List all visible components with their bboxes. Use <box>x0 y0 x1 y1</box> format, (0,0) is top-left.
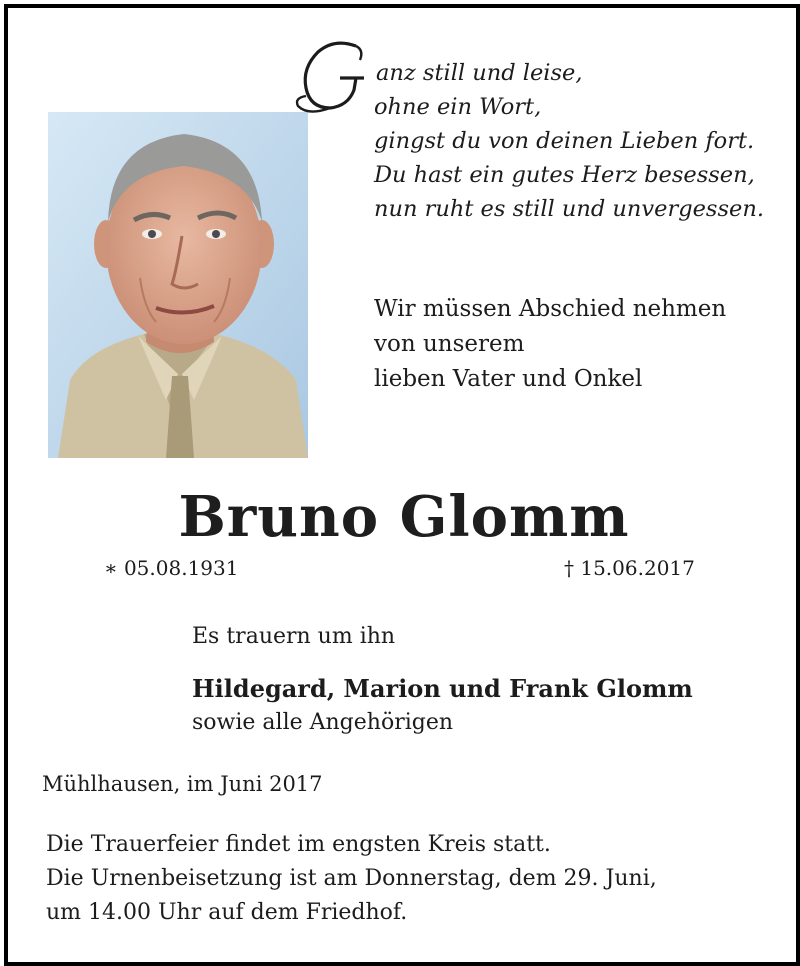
intro-line-3: lieben Vater und Onkel <box>374 366 643 392</box>
birth-date: ∗ 05.08.1931 <box>104 556 239 580</box>
place-date: Mühlhausen, im Juni 2017 <box>42 772 323 796</box>
farewell-intro <box>374 292 784 397</box>
intro-line-2: von unserem <box>374 331 525 357</box>
notice-line-1: Die Trauerfeier findet im engsten Kreis statt. <box>46 832 551 857</box>
poem-line-2: ohne ein Wort, <box>374 94 542 120</box>
notice-line-2: Die Urnenbeisetzung ist am Donnerstag, dem 29. Juni, <box>46 866 657 891</box>
poem-line-5: nun ruht es still und unvergessen. <box>374 196 764 222</box>
portrait-photo <box>48 112 308 458</box>
poem-line-1: anz still und leise, <box>376 60 583 86</box>
deceased-name: Bruno Glomm <box>178 484 630 550</box>
mourners-relatives: sowie alle Angehörigen <box>192 710 454 735</box>
poem-line-4: Du hast ein gutes Herz besessen, <box>374 162 755 188</box>
obituary-frame <box>4 4 800 966</box>
poem-line-3: gingst du von deinen Lieben fort. <box>374 128 755 154</box>
mourners-family: Hildegard, Marion und Frank Glomm <box>192 674 693 703</box>
notice-line-3: um 14.00 Uhr auf dem Friedhof. <box>46 900 408 925</box>
decorative-initial-g <box>294 18 380 122</box>
death-date: † 15.06.2017 <box>564 556 695 580</box>
initial-letter: G <box>294 18 312 44</box>
funeral-notice <box>46 828 786 930</box>
mourners-intro: Es trauern um ihn <box>192 624 396 649</box>
poem <box>294 18 794 226</box>
intro-line-1: Wir müssen Abschied nehmen <box>374 296 727 322</box>
